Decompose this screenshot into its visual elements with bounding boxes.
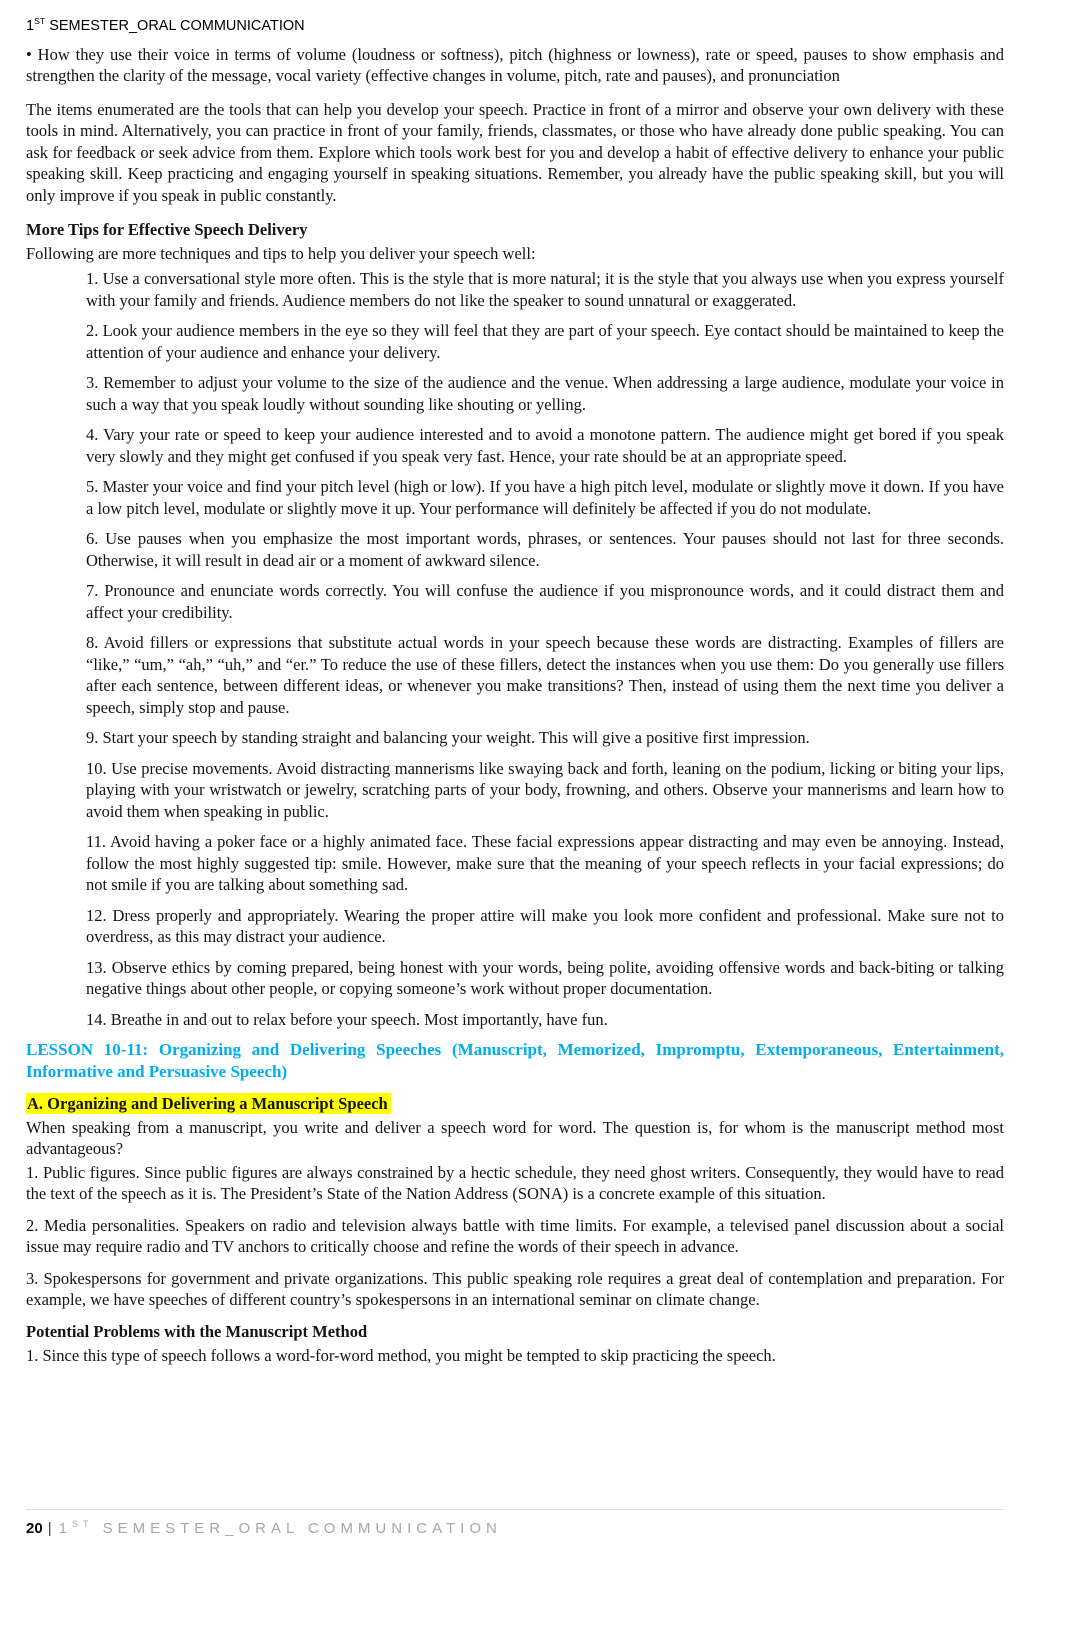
tip-item-13: 13. Observe ethics by coming prepared, being honest with your words, being polite, avoiding offensive words and back-biting or talking negative things about other people, or copying someone’s work without proper documentation.	[86, 957, 1004, 998]
tip-item-11: 11. Avoid having a poker face or a highly animated face. These facial expressions appear distracting and may even be annoying. Instead, follow the most highly suggested tip: smile. However, make sure that the meaning of your speech reflects in your facial expressions; do not smile if you are talking about something sad.	[86, 832, 1004, 894]
tip-item-9: 9. Start your speech by standing straight and balancing your weight. This will give a positive first impression.	[86, 728, 810, 747]
page-header	[26, 16, 1004, 38]
header-semester-number: 1	[26, 18, 35, 34]
problems-section-heading: Potential Problems with the Manuscript Method	[26, 1321, 368, 1341]
problems-item-1: 1. Since this type of speech follows a word-for-word method, you might be tempted to skip practicing the speech.	[26, 1346, 776, 1365]
tip-item-3: 3. Remember to adjust your volume to the size of the audience and the venue. When addressing a large audience, modulate your voice in such a way that you speak loudly without sounding like shouting or yelling.	[86, 373, 1004, 414]
tip-item-8: 8. Avoid fillers or expressions that substitute actual words in your speech because these words are distracting. Examples of fillers are “like,” “um,” “ah,” “uh,” and “er.” To reduce the use of these fillers, detect the instances when you use them: Do you generally use fillers after each sentence, between different ideas, or whenever you make transitions? Then, instead of using them the next time you deliver a speech, simply stop and pause.	[86, 633, 1004, 717]
tips-section-heading: More Tips for Effective Speech Delivery	[26, 220, 308, 239]
tip-item-10: 10. Use precise movements. Avoid distracting mannerisms like swaying back and forth, leaning on the podium, licking or biting your lips, playing with your wristwatch or jewelry, scratching parts of your body, frowning, and others. Observe your mannerisms and learn how to avoid them when speaking in public.	[86, 758, 1004, 821]
lesson-heading: LESSON 10-11: Organizing and Delivering Speeches (Manuscript, Memorized, Impromptu, Extemporaneous, Entertainment, Informative and Persuasive Speech)	[26, 1040, 1004, 1081]
manuscript-heading-row	[26, 1093, 1004, 1115]
tip-item-6: 6. Use pauses when you emphasize the most important words, phrases, or sentences. Your pauses should not last for three seconds. Otherwise, it will result in dead air or a moment of awkward silence.	[86, 529, 1004, 570]
tip-item-5: 5. Master your voice and find your pitch level (high or low). If you have a high pitch level, modulate or slightly move it down. If you have a low pitch level, modulate or slightly move it up. Your performance will definitely be affected if you do not modulate.	[86, 477, 1004, 518]
tip-item-2: 2. Look your audience members in the eye so they will feel that they are part of your speech. Eye contact should be maintained to keep the attention of your audience and enhance your delivery.	[86, 321, 1004, 362]
footer-semester-number: 1	[58, 1519, 72, 1537]
footer-page-number: 20	[26, 1519, 43, 1537]
page-footer	[26, 1509, 1004, 1540]
tip-item-12: 12. Dress properly and appropriately. Wearing the proper attire will make you look more confident and professional. Make sure not to overdress, as this may distract your audience.	[86, 905, 1004, 946]
manuscript-section-heading: A. Organizing and Delivering a Manuscript Speech	[26, 1093, 391, 1114]
manuscript-point-1: 1. Public figures. Since public figures are always constrained by a hectic schedule, they need ghost writers. Consequently, they would have to read the text of the speech as it is. The President’s State of the Nation Address (SONA) is a concrete example of this situation.	[26, 1162, 1004, 1203]
tip-item-7: 7. Pronounce and enunciate words correctly. You will confuse the audience if you mispronounce words, and it could distract them and affect your credibility.	[86, 581, 1004, 622]
tip-item-1: 1. Use a conversational style more often. This is the style that is more natural; it is the style that you always use when you express yourself with your family and friends. Audience members do not like the speaker to sound unnatural or exaggerated.	[86, 269, 1004, 310]
footer-ordinal-suffix: ST	[71, 1518, 94, 1529]
manuscript-point-3: 3. Spokespersons for government and private organizations. This public speaking role requires a great deal of contemplation and preparation. For example, we have speeches of different country’s spokespersons in an international seminar on climate change.	[26, 1268, 1004, 1309]
tip-item-14: 14. Breathe in and out to relax before your speech. Most importantly, have fun.	[86, 1009, 608, 1029]
header-ordinal-suffix: ST	[34, 16, 46, 27]
footer-separator: |	[47, 1519, 52, 1537]
tips-intro-text: Following are more techniques and tips to help you deliver your speech well:	[26, 243, 536, 263]
footer-label	[59, 1520, 502, 1537]
header-title-text: SEMESTER_ORAL COMMUNICATION	[45, 18, 305, 34]
tip-item-4: 4. Vary your rate or speed to keep your audience interested and to avoid a monotone pattern. The audience might get bored if you speak very slowly and they might get confused if you speak very fast. Hence, your rate should be at an appropriate speed.	[86, 425, 1004, 466]
manuscript-intro: When speaking from a manuscript, you write and deliver a speech word for word. The question is, for whom is the manuscript method most advantageous?	[26, 1117, 1004, 1158]
manuscript-point-2: 2. Media personalities. Speakers on radio and television always battle with time limits. For example, a televised panel discussion about a social issue may require radio and TV anchors to critically choose and refine the words of their speech in advance.	[26, 1215, 1004, 1256]
footer-label-text: SEMESTER_ORAL COMMUNICATION	[102, 1519, 502, 1537]
intro-paragraph: The items enumerated are the tools that can help you develop your speech. Practice in front of a mirror and observe your own delivery with these tools in mind. Alternatively, you can practice in front of your family, friends, classmates, or those who have already done public speaking. You can ask for feedback or seek advice from them. Explore which tools work best for you and develop a habit of effective delivery to enhance your public speaking skill. Keep practicing and engaging yourself in speaking situations. Remember, you already have the public speaking skill, but you will only improve if you speak in public constantly.	[26, 99, 1004, 205]
voice-tools-bullet: • How they use their voice in terms of volume (loudness or softness), pitch (highness or lowness), rate or speed, pauses to show emphasis and strengthen the clarity of the message, vocal variety (effective changes in volume, pitch, rate and pauses), and pronunciation	[26, 44, 1004, 85]
